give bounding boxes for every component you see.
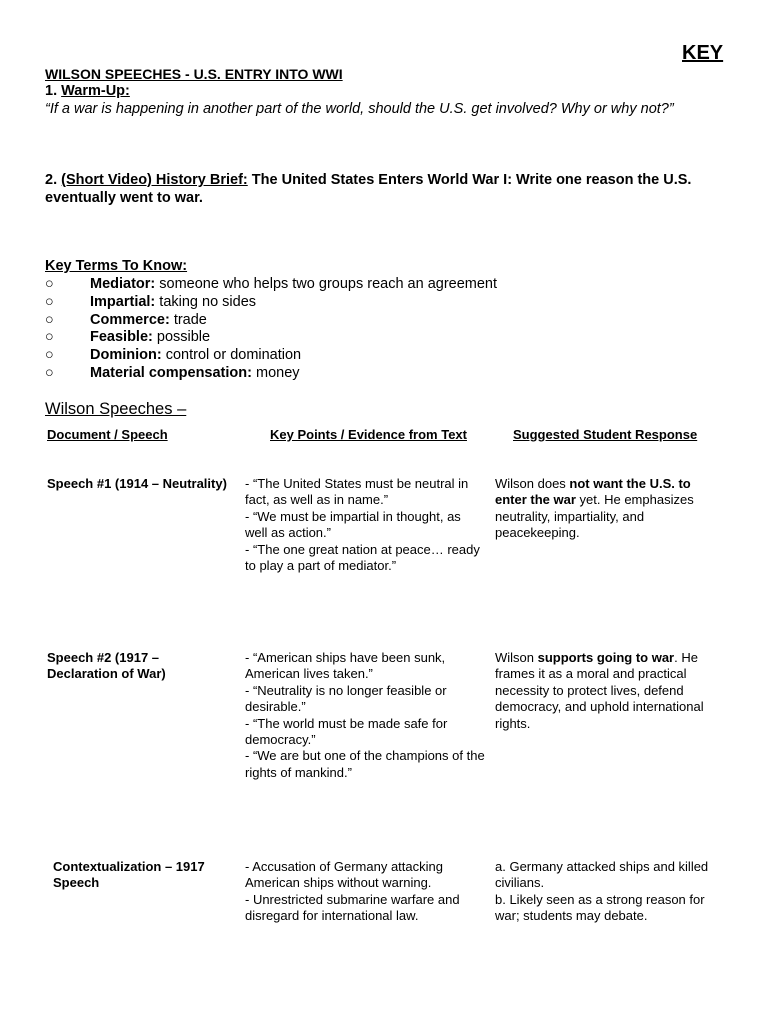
table-header-document: Document / Speech: [47, 427, 168, 442]
definition: control or domination: [165, 347, 302, 364]
key-point: - Accusation of Germany attacking American ships without warning.: [245, 859, 443, 891]
response-text: . He frames it as a moral and practical necessity to protect lives, defend democracy, and uphold international rights.: [495, 650, 704, 731]
response-line: a. Germany attacked ships and killed civilians.: [495, 859, 709, 891]
key-point: - Unrestricted submarine warfare and disregard for international law.: [245, 891, 460, 924]
table-header-response: Suggested Student Response: [513, 427, 698, 442]
row-2-response: [495, 650, 725, 732]
key-point: - “The world must be made safe for democracy.”: [245, 715, 448, 748]
response-text: Wilson: [495, 650, 538, 665]
key-point: - “We must be impartial in thought, as well as action.”: [245, 508, 461, 541]
bullet-circle-icon: ○: [45, 293, 54, 310]
row-1-response: [495, 476, 725, 542]
key-point: - “The one great nation at peace… ready to play a part of mediator.”: [245, 541, 480, 574]
row-3-key-points: [245, 859, 485, 925]
worksheet-title: WILSON SPEECHES - U.S. ENTRY INTO WWI: [45, 66, 343, 82]
response-line: b. Likely seen as a strong reason for war; students may debate.: [495, 891, 705, 924]
key-term-item: [45, 329, 497, 347]
bullet-circle-icon: ○: [45, 311, 54, 328]
definition: trade: [173, 311, 207, 328]
term: Feasible:: [90, 329, 153, 346]
key-terms-list: [45, 276, 497, 383]
bullet-circle-icon: ○: [45, 329, 54, 346]
key-term-item: [45, 294, 497, 312]
row-1-document: Speech #1 (1914 – Neutrality): [47, 476, 227, 491]
response-emphasis: supports going to war: [537, 650, 675, 665]
term: Impartial:: [90, 293, 156, 310]
warmup-label: Warm-Up:: [61, 83, 130, 99]
section-heading: Wilson Speeches –: [45, 400, 187, 418]
warmup-question: “If a war is happening in another part of the world, should the U.S. get involved? Why or why not?”: [45, 101, 674, 117]
row-2-document: Speech #2 (1917 – Declaration of War): [47, 650, 166, 682]
term: Mediator:: [90, 276, 156, 292]
term: Dominion:: [90, 347, 162, 364]
key-point: - “American ships have been sunk, American lives taken.”: [245, 650, 446, 682]
row-1-key-points: [245, 476, 485, 574]
bullet-circle-icon: ○: [45, 347, 54, 364]
term: Commerce:: [90, 311, 170, 328]
definition: someone who helps two groups reach an agreement: [159, 276, 498, 292]
q2-label: (Short Video) History Brief:: [61, 172, 248, 188]
key-term-item: [45, 312, 497, 330]
key-term-item: [45, 347, 497, 365]
row-3-document: Contextualization – 1917 Speech: [53, 859, 205, 891]
bullet-circle-icon: ○: [45, 364, 54, 381]
row-3-response: [495, 859, 725, 925]
warmup-heading: [45, 83, 130, 99]
warmup-number: 1.: [45, 83, 58, 99]
key-term-item: [45, 276, 497, 294]
q2-number: 2.: [45, 172, 58, 188]
response-text: Wilson does: [495, 476, 570, 491]
response-emphasis: not want the U.S. to enter the war: [495, 476, 691, 508]
row-2-key-points: [245, 650, 485, 781]
term: Material compensation:: [90, 364, 252, 381]
definition: possible: [156, 329, 211, 346]
key-terms-heading: Key Terms To Know:: [45, 258, 188, 274]
answer-key-label: KEY: [682, 42, 724, 64]
key-point: - “Neutrality is no longer feasible or desirable.”: [245, 682, 447, 715]
key-point: - “We are but one of the champions of the rights of mankind.”: [245, 748, 485, 780]
key-point: - “The United States must be neutral in fact, as well as in name.”: [245, 476, 469, 508]
question-2: [45, 171, 735, 207]
definition: taking no sides: [159, 293, 257, 310]
key-term-item: [45, 365, 497, 383]
q2-text: The United States Enters World War I: Write one reason the U.S. eventually went to war.: [45, 172, 692, 206]
response-text: yet. He emphasizes neutrality, impartiality, and peacekeeping.: [495, 492, 694, 541]
bullet-circle-icon: ○: [45, 276, 54, 292]
definition: money: [255, 364, 300, 381]
table-header-key-points: Key Points / Evidence from Text: [270, 427, 467, 442]
